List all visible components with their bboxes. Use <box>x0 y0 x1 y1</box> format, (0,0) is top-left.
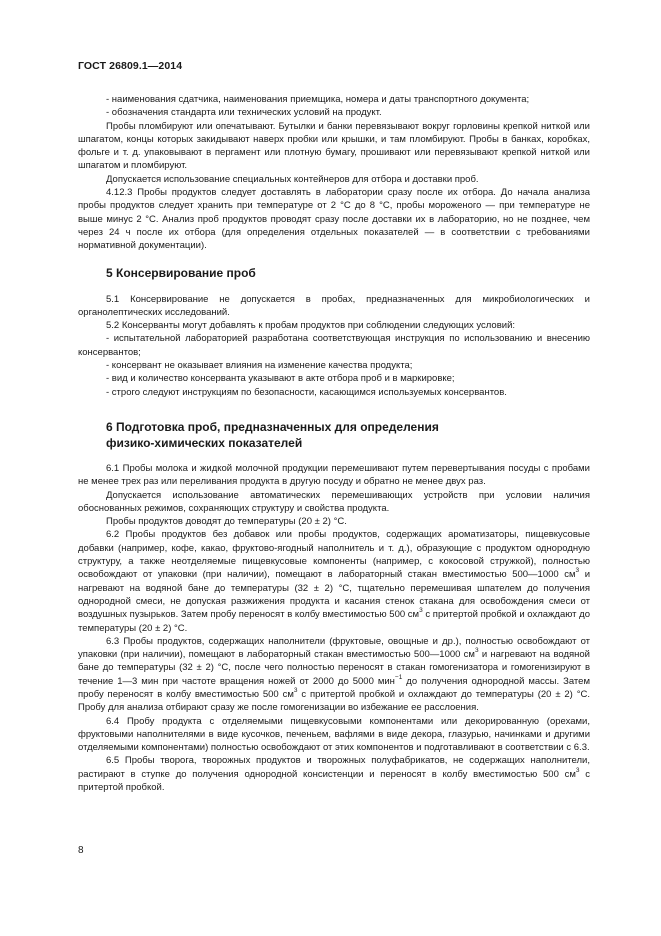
text-run: 6.3 Пробы продуктов, содержащих наполнители (фруктовые, овощные и др.), полностью освобождают от упаковки (при наличии), помещают в лабораторный стакан вместимостью 500—1000 см <box>78 635 590 661</box>
paragraph-6-3 <box>78 635 590 715</box>
text-run: и нагревают на водяной бане до температуры (32 ± 2) °С, тщательно перемешивая шпателем до получения однородной смеси, не допуская разжижения продукта и касания стенок стакана для освобождения смеси от воздушных пузырьков. Затем пробу переносят в колбу вместимостью 500 см <box>78 569 590 621</box>
text-run: с притертой пробкой и охлаждают до температуры (20 ± 2) °С. <box>78 609 590 634</box>
section-6-title-line-1: 6 Подготовка проб, предназначенных для определения <box>106 419 439 434</box>
text-run: с притертой пробкой и охлаждают до температуры (20 ± 2) °С. Пробу для анализа отбирают сразу же после гомогенизации во избежание ее расслоения. <box>78 688 591 714</box>
section-5-title: 5 Консервирование проб <box>106 265 256 280</box>
paragraph: Допускается использование специальных контейнеров для отбора и доставки проб. <box>106 173 479 185</box>
paragraph: - консервант не оказывает влияния на изменение качества продукта; <box>106 360 413 372</box>
paragraph-6-5 <box>78 754 590 794</box>
text-run: до получения однородной массы. Затем пробу переносят в колбу вместимостью 500 см <box>78 675 590 700</box>
paragraph: Допускается использование автоматических перемешивающих устройств при условии наличия обоснованных режимов, сохраняющих структуру и свойства продукта. <box>78 489 590 514</box>
superscript: −1 <box>394 673 403 681</box>
text-run: 6.2 Пробы продуктов без добавок или пробы продуктов, содержащих ароматизаторы, пищевкусовые добавки (например, кофе, какао, фруктово-ягодный наполнитель и т. д.), образующие с продуктом однородную структуру, а также неотделяемые пищевкусовые компоненты (например, с кокосовой стружкой), полностью освобождают от упаковки (при наличии), помещают в лабораторный стакан вместимостью 500—1000 см <box>78 529 590 581</box>
superscript: 3 <box>419 607 423 615</box>
page-content <box>78 93 590 794</box>
paragraph: 6.1 Пробы молока и жидкой молочной продукции перемешивают путем перевертывания посуды с пробами не менее трех раз или переливания продукта в другую посуду и обратно не менее двух раз. <box>78 462 590 488</box>
paragraph: 4.12.3 Пробы продуктов следует доставлять в лаборатории сразу после их отбора. До начала анализа пробы продуктов следует хранить при температуре от 2 °С до 8 °С, пробы мороженого — при температуре не выше минус 2 °С. Анализ проб продуктов проводят сразу после доставки их в лабораторию, но не позднее, чем через 24 ч после их отбора (для определения отдельных показателей — в соответствии с требованиями нормативной документации). <box>78 187 590 252</box>
paragraph: - обозначения стандарта или технических условий на продукт. <box>106 107 382 119</box>
paragraph: - строго следуют инструкциям по безопасности, касающимся используемых консервантов. <box>106 386 507 398</box>
paragraph: Пробы продуктов доводят до температуры (20 ± 2) °С. <box>106 516 347 528</box>
page-header: ГОСТ 26809.1—2014 <box>78 60 183 72</box>
section-6-title-line-2: физико-химических показателей <box>106 435 303 450</box>
superscript: 3 <box>474 646 479 654</box>
text-run: с притертой пробкой. <box>78 768 590 794</box>
paragraph-6-4: 6.4 Пробу продукта с отделяемыми пищевкусовыми компонентами или декорированную (орехами, фруктовыми наполнителями в виде кусочков, печеньем, вафлями в виде декора, глазурью, начинками и другими отделяемыми компонентами) полностью освобождают от этих компонентов и подготавливают в соответствии с 6.3. <box>78 715 590 754</box>
superscript: 3 <box>575 766 580 774</box>
paragraph: - испытательной лабораторией разработана соответствующая инструкция по использованию и внесению консервантов; <box>78 333 590 358</box>
text-run: 6.5 Пробы творога, творожных продуктов и творожных полуфабрикатов, не содержащих наполнители, растирают в ступке до получения однородной консистенции и переносят в колбу вместимостью 500 см <box>78 755 590 780</box>
superscript: 3 <box>293 686 298 694</box>
paragraph: - вид и количество консерванта указывают в акте отбора проб и в маркировке; <box>106 373 455 385</box>
paragraph: 5.2 Консерванты могут добавлять к пробам продуктов при соблюдении следующих условий: <box>106 320 516 332</box>
paragraph: Пробы пломбируют или опечатывают. Бутылки и банки перевязывают вокруг горловины крепкой ниткой или шпагатом, концы которых закидывают наверх пробки или крышки, и там пломбируют. Пробы в банках, коробках, фольге и т. д. упаковывают в пергамент или плотную бумагу, прошивают или перевязывают крепкой ниткой или шпагатом и пломбируют. <box>78 120 590 172</box>
superscript: 3 <box>575 567 580 575</box>
text-run: и нагревают на водяной бане до температуры (32 ± 2) °С, после чего полностью переносят в стакан гомогенизатора и гомогенизируют в течение 1—3 мин при частоте вращения ножей от 2000 до 5000 мин <box>78 649 590 687</box>
paragraph: - наименования сдатчика, наименования приемщика, номера и даты транспортного документа; <box>106 94 530 105</box>
paragraph-6-2 <box>78 528 590 634</box>
page-number: 8 <box>78 845 84 856</box>
paragraph: 5.1 Консервирование не допускается в пробах, предназначенных для микробиологических и органолептических исследований. <box>78 293 590 318</box>
section-6-title <box>78 419 590 451</box>
